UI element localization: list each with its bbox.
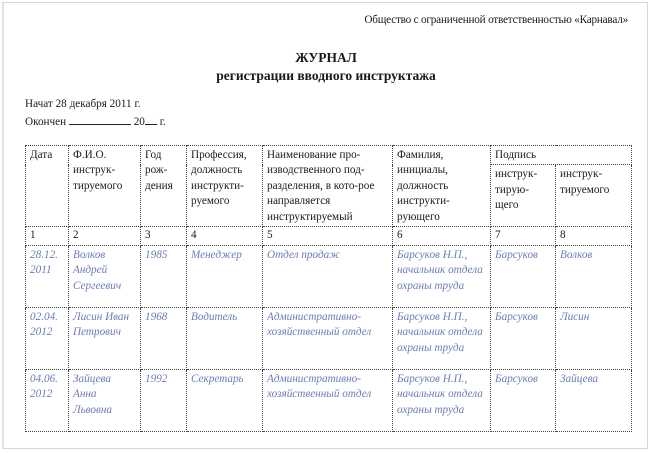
header-birth-year: Год рож-дения <box>141 146 187 227</box>
cell-date: 04.06. 2012 <box>26 369 69 431</box>
started-date: Начат 28 декабря 2011 г. <box>25 98 141 110</box>
cell-signature-trainee: Зайцева <box>556 369 632 431</box>
ended-year-blank <box>145 115 157 125</box>
ended-date <box>25 115 166 128</box>
cell-instructor: Барсуков Н.П., начальник отдела охраны труда <box>393 369 491 431</box>
ended-label: Окончен <box>25 116 67 128</box>
cell-name: Зайцева Анна Львовна <box>69 369 141 431</box>
ended-year-suffix: г. <box>159 116 166 128</box>
header-signature: Подпись <box>491 146 632 165</box>
cell-department: Административно-хозяйственный отдел <box>263 307 393 369</box>
column-number: 4 <box>187 227 263 245</box>
cell-profession: Менеджер <box>187 245 263 307</box>
header-department: Наименование про-изводственного под-разделения, в кото-рое направляется инструктируемый <box>263 146 393 227</box>
cell-department: Отдел продаж <box>263 245 393 307</box>
cell-birth-year: 1985 <box>141 245 187 307</box>
cell-date: 02.04. 2012 <box>26 307 69 369</box>
document-subtitle: регистрации вводного инструктажа <box>216 68 436 83</box>
cell-name: Волков Андрей Сергеевич <box>69 245 141 307</box>
header-name: Ф.И.О. инструк-тируемого <box>69 146 141 227</box>
cell-profession: Водитель <box>187 307 263 369</box>
table-row <box>26 245 632 307</box>
header-signature-trainee: инструк-тируемого <box>556 165 632 227</box>
column-number: 7 <box>491 227 556 245</box>
journal-table <box>25 145 632 432</box>
cell-signature-trainee: Лисин <box>556 307 632 369</box>
table-row <box>26 307 632 369</box>
cell-birth-year: 1992 <box>141 369 187 431</box>
cell-signature-instructor: Барсуков <box>491 245 556 307</box>
cell-signature-instructor: Барсуков <box>491 307 556 369</box>
header-row <box>26 146 632 165</box>
header-profession: Профессия, должность инструкти-руемого <box>187 146 263 227</box>
header-signature-instructor: инструк-тирую-щего <box>491 165 556 227</box>
column-number: 6 <box>393 227 491 245</box>
column-number: 3 <box>141 227 187 245</box>
cell-instructor: Барсуков Н.П., начальник отдела охраны труда <box>393 245 491 307</box>
column-number: 8 <box>556 227 632 245</box>
cell-date: 28.12. 2011 <box>26 245 69 307</box>
column-number-row <box>26 227 632 245</box>
cell-profession: Секретарь <box>187 369 263 431</box>
ended-year-prefix: 20 <box>133 116 145 128</box>
header-instructor: Фамилия, инициалы, должность инструкти-рующего <box>393 146 491 227</box>
organization-name: Общество с ограниченной ответственностью «Карнавал» <box>364 14 628 26</box>
header-date: Дата <box>26 146 69 227</box>
cell-signature-trainee: Волков <box>556 245 632 307</box>
column-number: 2 <box>69 227 141 245</box>
column-number: 5 <box>263 227 393 245</box>
cell-name: Лисин Иван Петрович <box>69 307 141 369</box>
ended-date-blank <box>69 115 131 125</box>
cell-birth-year: 1968 <box>141 307 187 369</box>
cell-instructor: Барсуков Н.П., начальник отдела охраны труда <box>393 307 491 369</box>
cell-signature-instructor: Барсуков <box>491 369 556 431</box>
table-row <box>26 369 632 431</box>
cell-department: Административно-хозяйственный отдел <box>263 369 393 431</box>
column-number: 1 <box>26 227 69 245</box>
document-title: ЖУРНАЛ <box>295 50 357 65</box>
